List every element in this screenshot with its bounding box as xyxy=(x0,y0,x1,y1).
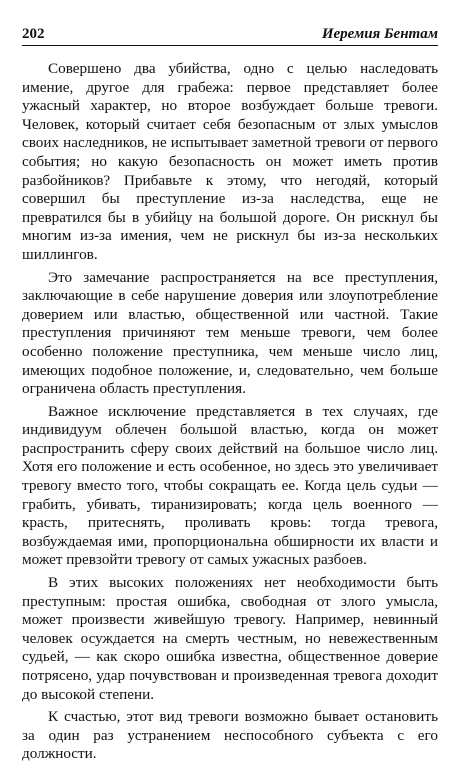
body-text xyxy=(22,60,438,768)
page-number: 202 xyxy=(22,26,45,42)
running-head xyxy=(22,22,438,46)
running-head-author: Иеремия Бентам xyxy=(321,26,438,42)
paragraph: Это замечание распространяется на все преступления, заключающие в себе нарушение доверия или злоупотребление доверием или властью, общественной или частной. Такие преступления причиняют тем меньше тревоги, чем более особенно положение преступника, чем меньше число лиц, имеющих подобное положение, и, следовательно, чем больше ограничена область преступления. xyxy=(22,268,438,398)
paragraph: Важное исключение представляется в тех случаях, где индивидуум облечен большой властью, когда он может распространить сферу своих действий на большое число лиц. Хотя его положение и есть особенное, но здесь это увеличивает тревогу вместо того, чтобы сокращать ее. Когда цель судьи — грабить, убивать, тиранизировать; когда цель военного — красть, притеснять, проливать кровь: тогда тревога, возбуждаемая ими, пропорциональна обширности их власти и может превзойти тревогу от самых ужасных разбоев. xyxy=(22,402,438,569)
paragraph: В этих высоких положениях нет необходимости быть преступным: простая ошибка, свободная от злого умысла, может произвести живейшую тревогу. Например, невинный человек осуждается на смерть честным, но невежественным судьей, — как скоро ошибка известна, общественное доверие потрясено, удар почувствован и произведенная тревога доходит до высокой степени. xyxy=(22,574,438,703)
paragraph: Совершено два убийства, одно с целью наследовать имение, другое для грабежа: первое представляет более ужасный характер, но второе возбуждает больше тревоги. Человек, который считает себя безопасным от злых умыслов своих наследников, не испытывает заметной тревоги от первого события; но какую безопасность он может иметь против разбойников? Прибавьте к этому, что негодяй, который совершил бы преступление из-за наследства, еще не превратился бы в убийцу на большой дороге. Он рискнул бы многим из-за имения, чем не рискнул бы из-за нескольких шиллингов. xyxy=(22,60,438,263)
paragraph: К счастью, этот вид тревоги возможно бывает остановить за один раз устранением неспособного субъекта с его должности. xyxy=(22,708,438,763)
